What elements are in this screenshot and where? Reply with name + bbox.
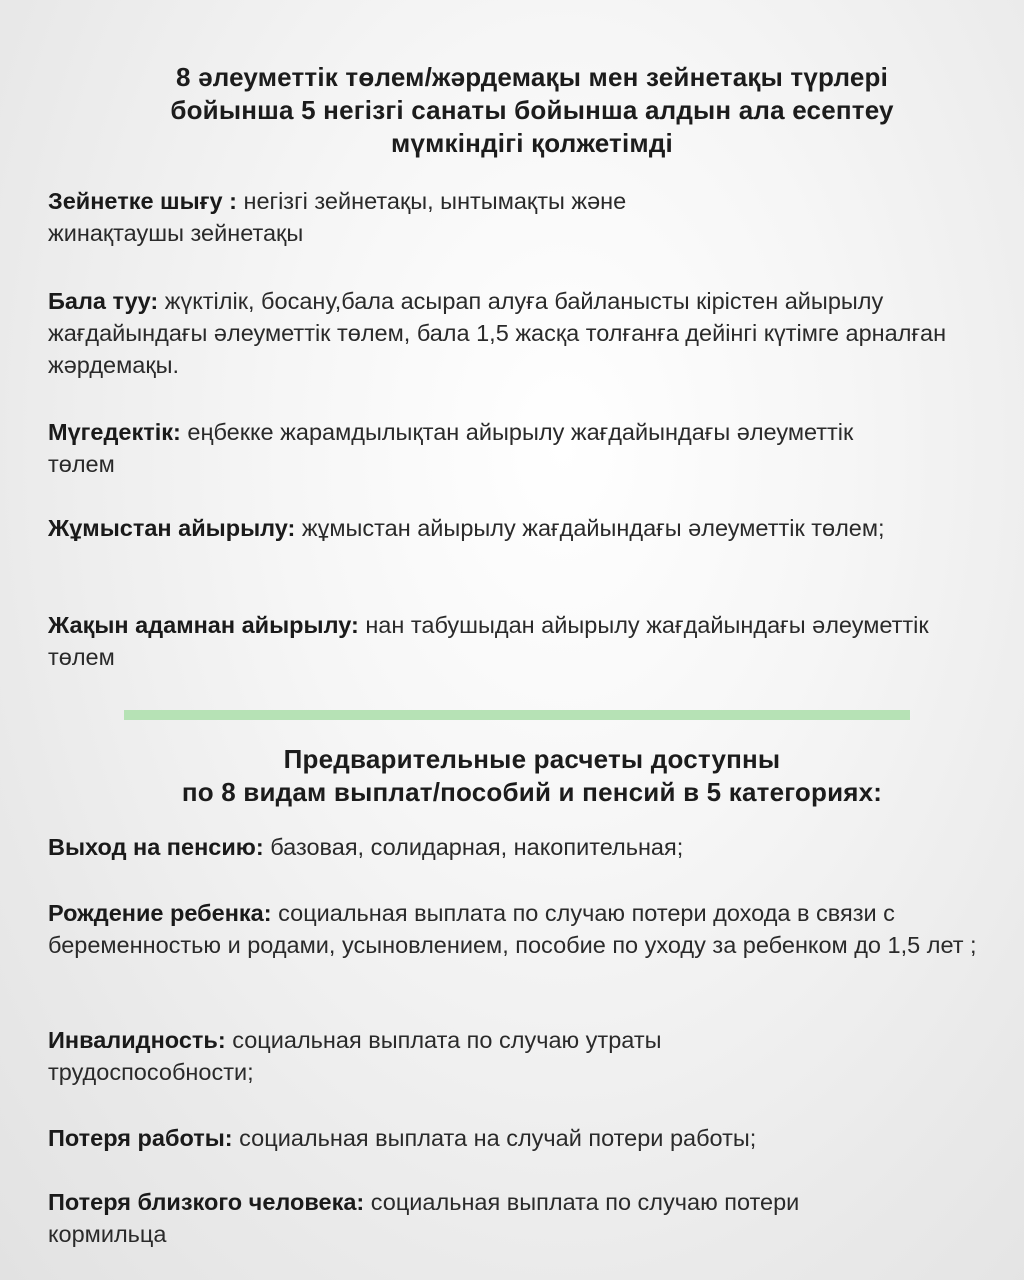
kz-item-term: Бала туу: bbox=[48, 288, 159, 314]
ru-item-job-loss bbox=[48, 1122, 998, 1154]
kz-item-text: негізгі зейнетақы, ынтымақты және жинақтаушы зейнетақы bbox=[48, 188, 627, 246]
kz-item-text: еңбекке жарамдылықтан айырылу жағдайындағы әлеуметтік төлем bbox=[48, 419, 854, 477]
kz-item-text: жүктілік, босану,бала асырап алуға байланысты кірістен айырылу жағдайындағы әлеуметтік төлем, бала 1,5 жасқа толғанға дейінгі күтімге арналған жәрдемақы. bbox=[48, 288, 947, 378]
russian-heading-line: по 8 видам выплат/пособий и пенсий в 5 категориях: bbox=[181, 777, 883, 807]
kazakh-heading-line: бойынша 5 негізгі санаты бойынша алдын ала есептеу bbox=[170, 95, 894, 125]
ru-item-text: базовая, солидарная, накопительная; bbox=[263, 834, 684, 860]
ru-item-text: социальная выплата на случай потери работы; bbox=[232, 1125, 757, 1151]
ru-item-retirement bbox=[48, 831, 998, 863]
kz-item-job-loss bbox=[48, 512, 968, 544]
ru-item-text: социальная выплата по случаю потери кормильца bbox=[48, 1189, 800, 1247]
kz-item-text: нан табушыдан айырылу жағдайындағы әлеуметтік төлем bbox=[48, 612, 929, 670]
ru-item-loss-of-breadwinner bbox=[48, 1186, 868, 1250]
ru-item-term: Выход на пенсию: bbox=[48, 834, 264, 860]
ru-item-disability bbox=[48, 1024, 788, 1088]
kz-item-retirement bbox=[48, 185, 768, 249]
kazakh-heading bbox=[60, 61, 1004, 160]
kazakh-heading-line: 8 әлеуметтік төлем/жәрдемақы мен зейнетақы түрлері bbox=[176, 62, 888, 92]
ru-item-term: Потеря близкого человека: bbox=[48, 1189, 365, 1215]
section-divider bbox=[124, 710, 910, 720]
kz-item-term: Зейнетке шығу : bbox=[48, 188, 237, 214]
ru-item-term: Рождение ребенка: bbox=[48, 900, 272, 926]
ru-item-term: Потеря работы: bbox=[48, 1125, 233, 1151]
kazakh-heading-line: мүмкіндігі қолжетімді bbox=[391, 128, 673, 158]
ru-item-text: социальная выплата по случаю потери дохода в связи с беременностью и родами, усыновлением, пособие по уходу за ребенком до 1,5 лет ; bbox=[48, 900, 977, 958]
kz-item-text: жұмыстан айырылу жағдайындағы әлеуметтік төлем; bbox=[295, 515, 885, 541]
ru-item-term: Инвалидность: bbox=[48, 1027, 226, 1053]
ru-item-childbirth bbox=[48, 897, 998, 961]
ru-item-text: социальная выплата по случаю утраты трудоспособности; bbox=[48, 1027, 662, 1085]
kz-item-loss-of-breadwinner bbox=[48, 609, 968, 673]
russian-heading bbox=[60, 743, 1004, 809]
kz-item-childbirth bbox=[48, 285, 948, 381]
kz-item-term: Жұмыстан айырылу: bbox=[48, 515, 296, 541]
russian-heading-line: Предварительные расчеты доступны bbox=[283, 744, 781, 774]
kz-item-term: Жақын адамнан айырылу: bbox=[48, 612, 359, 638]
kz-item-disability bbox=[48, 416, 908, 480]
kz-item-term: Мүгедектік: bbox=[48, 419, 181, 445]
